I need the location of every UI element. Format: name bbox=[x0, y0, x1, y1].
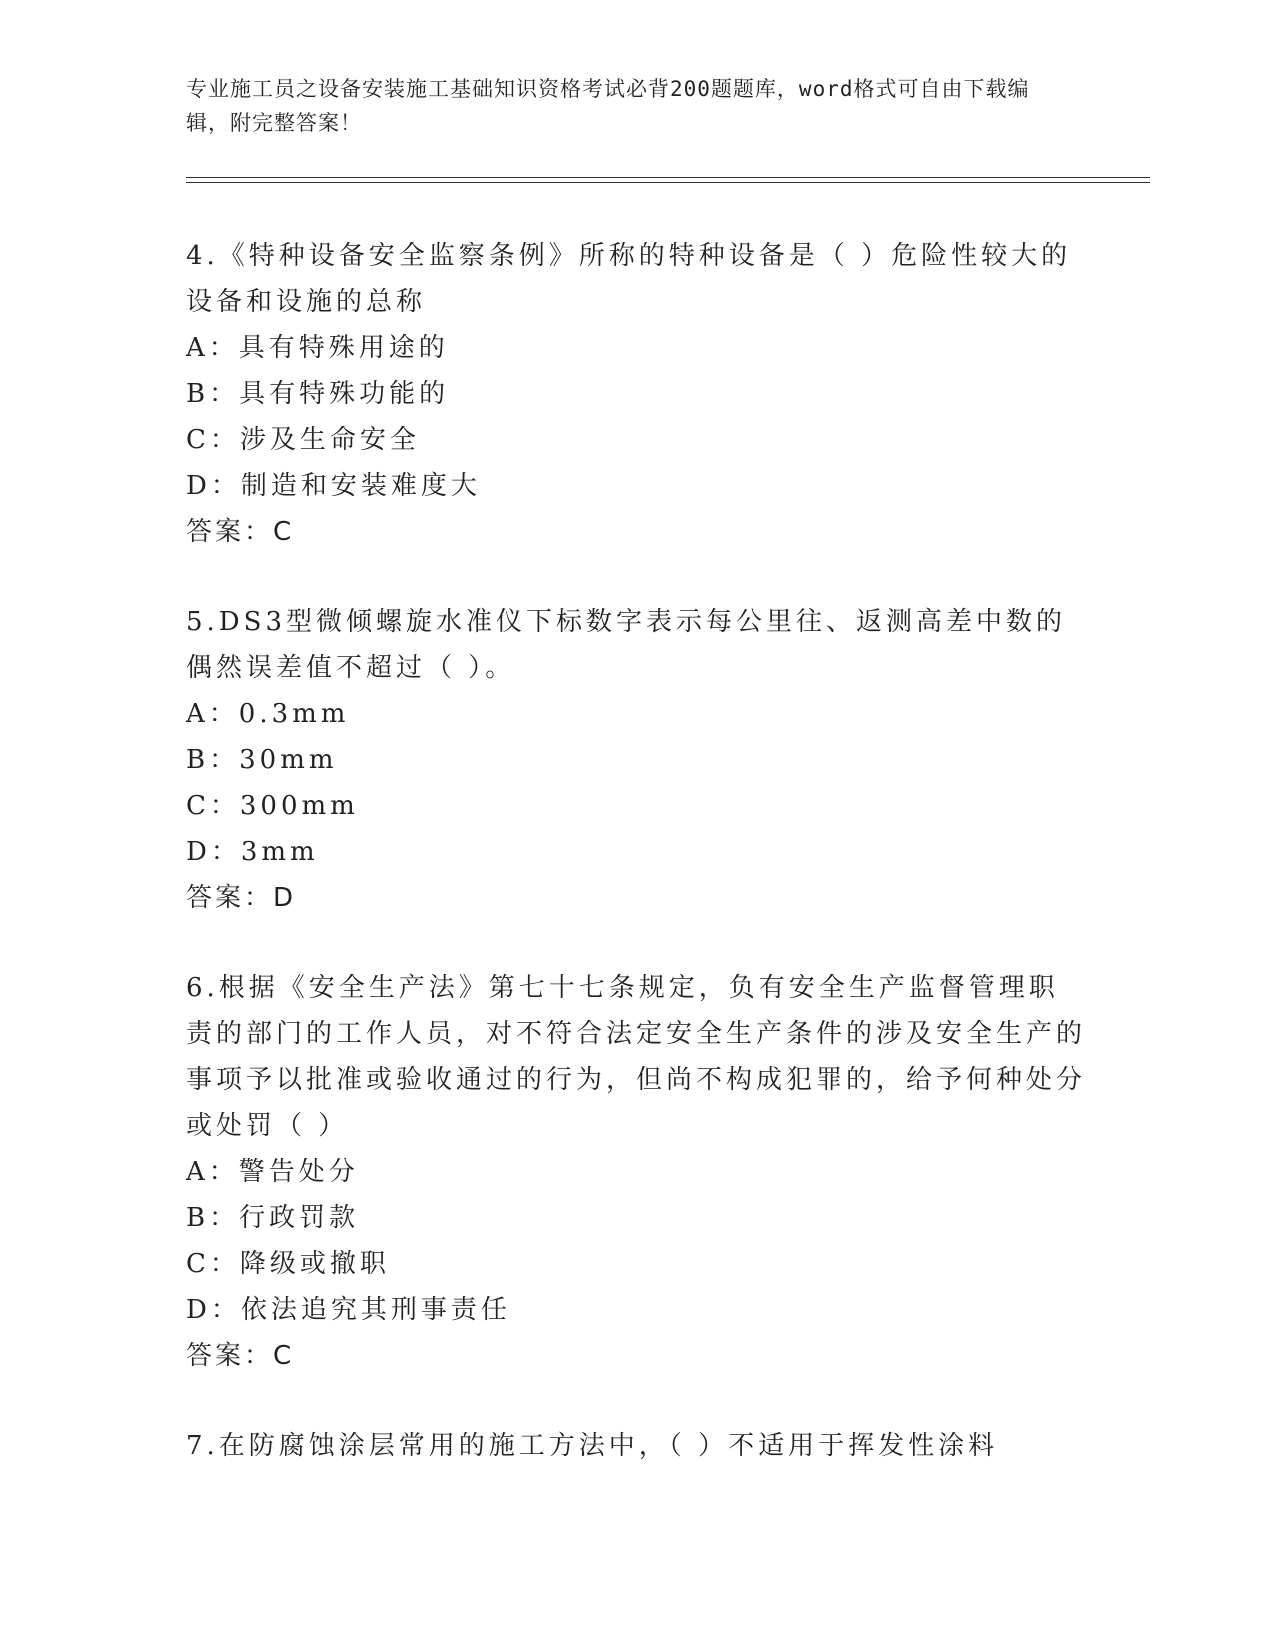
question-stem: 6.根据《安全生产法》第七十七条规定，负有安全生产监督管理职责的部门的工作人员，对不符合法定安全生产条件的涉及安全生产的事项予以批准或验收通过的行为，但尚不构成犯罪的，给予何种处分或处罚（ ） bbox=[186, 973, 1087, 1141]
answer-line: 答案：C bbox=[186, 517, 295, 547]
option-c: C：300mm bbox=[186, 791, 359, 821]
document-title: 专业施工员之设备安装施工基础知识资格考试必背200题题库，word格式可自由下载编辑，附完整答案！ bbox=[186, 77, 1030, 135]
header-divider-top bbox=[186, 177, 1150, 178]
question-stem: 4.《特种设备安全监察条例》所称的特种设备是（ ）危险性较大的设备和设施的总称 bbox=[186, 241, 1072, 317]
document-header bbox=[186, 72, 1066, 140]
question-7 bbox=[186, 1423, 1086, 1469]
answer-line: 答案：C bbox=[186, 1341, 295, 1371]
question-stem: 7.在防腐蚀涂层常用的施工方法中，（ ）不适用于挥发性涂料 bbox=[186, 1431, 999, 1461]
option-d: D：3mm bbox=[186, 837, 319, 867]
option-d: D：依法追究其刑事责任 bbox=[186, 1295, 511, 1325]
option-b: B：行政罚款 bbox=[186, 1203, 360, 1233]
option-c: C：降级或撤职 bbox=[186, 1249, 390, 1279]
option-a: A：0.3mm bbox=[186, 699, 350, 729]
question-5 bbox=[186, 599, 1086, 921]
option-a: A：警告处分 bbox=[186, 1157, 359, 1187]
option-d: D：制造和安装难度大 bbox=[186, 471, 481, 501]
option-c: C：涉及生命安全 bbox=[186, 425, 420, 455]
answer-line: 答案：D bbox=[186, 883, 297, 913]
header-divider-bottom bbox=[186, 182, 1150, 183]
question-stem: 5.DS3型微倾螺旋水准仪下标数字表示每公里往、返测高差中数的偶然误差值不超过（ ）。 bbox=[186, 607, 1067, 683]
question-4 bbox=[186, 233, 1086, 555]
option-b: B：30mm bbox=[186, 745, 338, 775]
option-a: A：具有特殊用途的 bbox=[186, 333, 449, 363]
option-b: B：具有特殊功能的 bbox=[186, 379, 450, 409]
question-6 bbox=[186, 965, 1086, 1379]
